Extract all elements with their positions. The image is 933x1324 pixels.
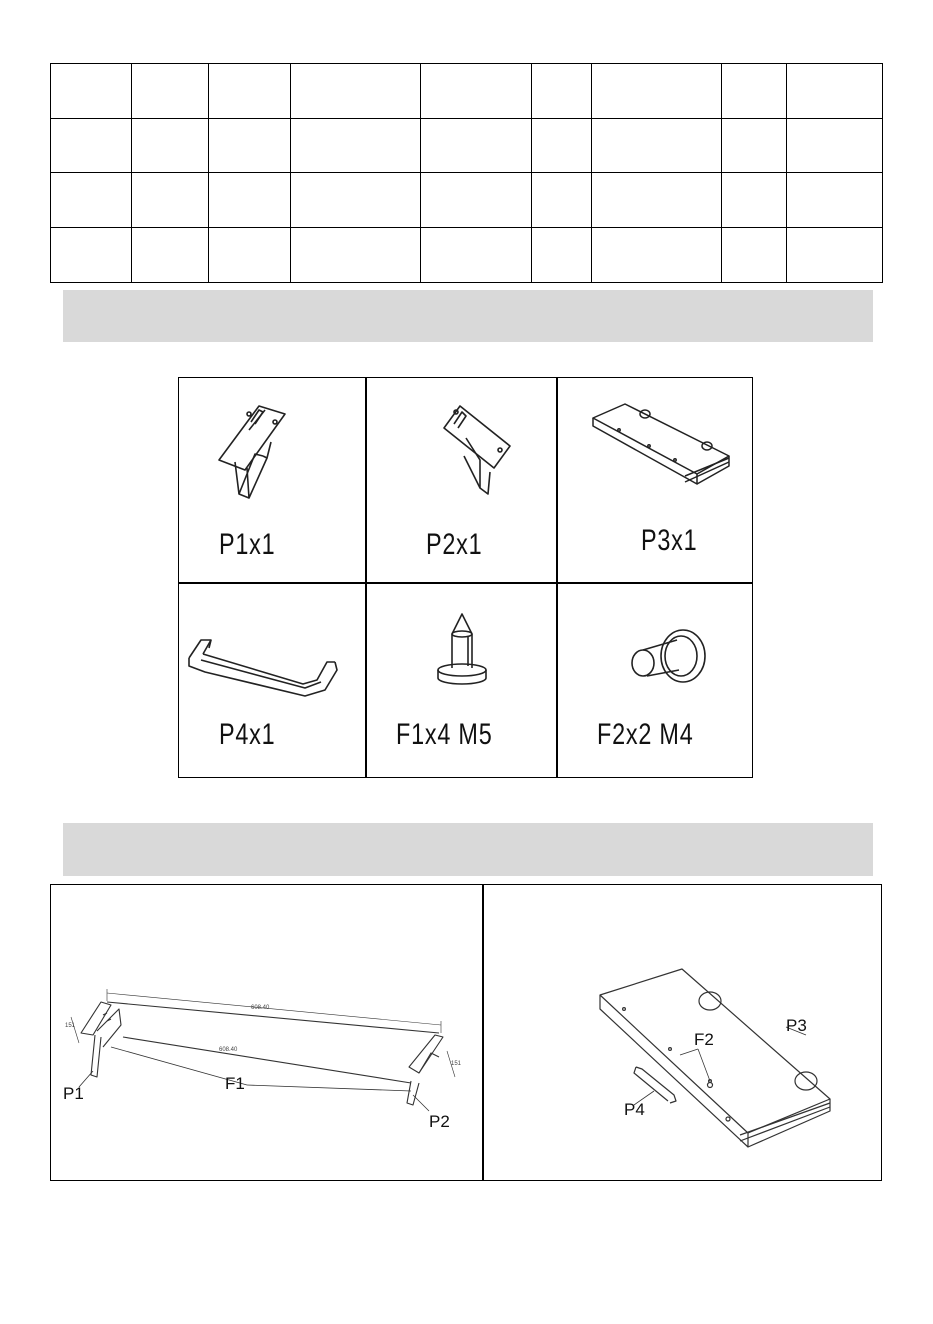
callout-f2: F2 (694, 1030, 714, 1049)
spec-table (50, 63, 883, 283)
table-cell (51, 64, 132, 119)
callout-f1: F1 (225, 1074, 245, 1093)
table-cell (722, 64, 787, 119)
part-label: F2x2 M4 (597, 718, 694, 751)
part-label: P4x1 (219, 718, 276, 751)
table-cell (421, 228, 532, 283)
table-cell (722, 173, 787, 228)
tray-p3-icon (589, 400, 739, 500)
table-row (51, 173, 883, 228)
assembly-step1-drawing (51, 885, 482, 1180)
table-cell (421, 173, 532, 228)
assembly-step2-drawing (484, 885, 881, 1180)
table-cell (592, 228, 722, 283)
table-cell (291, 228, 421, 283)
part-label: P3x1 (641, 524, 698, 557)
table-cell (51, 119, 132, 173)
callout-p2: P2 (429, 1112, 450, 1131)
table-cell (51, 228, 132, 283)
bolt-f2-icon (625, 622, 715, 702)
table-cell (532, 228, 592, 283)
bracket-p1-icon (209, 396, 289, 506)
part-cell-p1 (179, 378, 365, 582)
table-cell (592, 119, 722, 173)
table-cell (132, 228, 209, 283)
callout-p1: P1 (63, 1084, 84, 1103)
table-cell (421, 119, 532, 173)
table-cell (787, 228, 883, 283)
table-cell (51, 173, 132, 228)
table-cell (532, 64, 592, 119)
part-label: P2x1 (426, 528, 483, 561)
table-cell (132, 64, 209, 119)
table-cell (592, 173, 722, 228)
assembly-panels (50, 884, 882, 1181)
table-cell (291, 173, 421, 228)
table-cell (132, 173, 209, 228)
dimension-label: 151 (65, 1023, 76, 1029)
callout-p3: P3 (786, 1016, 807, 1035)
part-label: P1x1 (219, 528, 276, 561)
table-cell (421, 64, 532, 119)
part-label: F1x4 M5 (396, 718, 493, 751)
table-cell (291, 64, 421, 119)
table-cell (592, 64, 722, 119)
table-row (51, 228, 883, 283)
table-cell (209, 173, 291, 228)
table-cell (532, 119, 592, 173)
dimension-label: 608.40 (251, 1005, 270, 1011)
table-cell (209, 119, 291, 173)
table-cell (532, 173, 592, 228)
table-row (51, 119, 883, 173)
dimension-label: 608.40 (219, 1047, 238, 1053)
part-cell-p3 (557, 378, 753, 582)
table-cell (209, 228, 291, 283)
table-cell (291, 119, 421, 173)
section-header-bar-assembly (63, 823, 873, 876)
part-cell-f2 (557, 584, 753, 778)
section-header-bar-parts (63, 290, 873, 342)
part-cell-p2 (366, 378, 556, 582)
part-cell-f1 (366, 584, 556, 778)
bracket-p2-icon (436, 398, 516, 498)
table-row (51, 64, 883, 119)
screw-f1-icon (432, 612, 492, 702)
dimension-label: 151 (451, 1061, 462, 1067)
table-cell (787, 64, 883, 119)
part-cell-p4 (179, 584, 365, 778)
table-cell (787, 173, 883, 228)
table-cell (722, 228, 787, 283)
table-cell (132, 119, 209, 173)
handle-p4-icon (185, 632, 345, 702)
table-cell (787, 119, 883, 173)
parts-grid (178, 377, 753, 778)
table-cell (722, 119, 787, 173)
table-cell (209, 64, 291, 119)
callout-p4: P4 (624, 1100, 645, 1119)
